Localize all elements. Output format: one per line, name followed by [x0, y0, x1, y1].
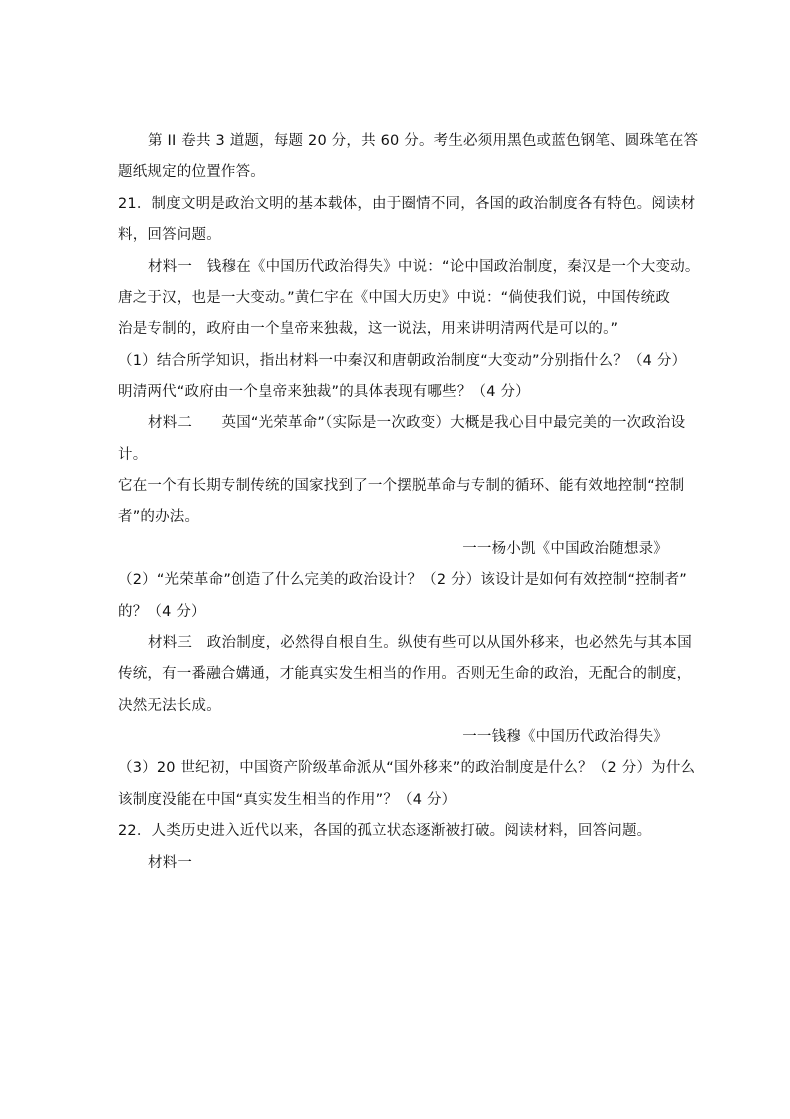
- question-21-2-line-1: （2）“光荣革命”创造了什么完美的政治设计？（2 分）该设计是如何有效控制“控制者”: [118, 572, 688, 588]
- material-1-line-3: 治是专制的，政府由一个皇帝来独裁，这一说法，用来讲明清两代是可以的。”: [118, 321, 619, 337]
- section-instructions-line-1: 第 II 卷共 3 道题，每题 20 分，共 60 分。考生必须用黑色或蓝色钢笔、圆珠笔在答: [148, 133, 699, 149]
- material-3-line-3: 决然无法长成。: [118, 698, 221, 714]
- question-22-intro: 22．人类历史进入近代以来，各国的孤立状态逐渐被打破。阅读材料，回答问题。: [118, 823, 652, 839]
- material-3-line-2: 传统，有一番融合媾通，才能真实发生相当的作用。否则无生命的政治，无配合的制度，: [118, 666, 692, 682]
- question-21-intro-line-2: 料，回答问题。: [118, 227, 221, 243]
- material-1-line-2: 唐之于汉，也是一大变动。”黄仁宇在《中国大历史》中说：“倘使我们说，中国传统政: [118, 290, 671, 306]
- material-2-line-1: 材料二 英国“光荣革命”（实际是一次政变）大概是我心目中最完美的一次政治设: [148, 415, 686, 431]
- material-2-source: 一一杨小凯《中国政治随想录》: [462, 541, 668, 557]
- question-21-1-line-1: （1）结合所学知识，指出材料一中秦汉和唐朝政治制度“大变动”分别指什么？（4 分）: [118, 353, 687, 369]
- material-2-line-4: 者”的办法。: [118, 509, 200, 525]
- material-3-source: 一一钱穆《中国历代政治得失》: [462, 729, 668, 745]
- question-21-intro-line-1: 21．制度文明是政治文明的基本载体，由于圈情不同，各国的政治制度各有特色。阅读材: [118, 196, 696, 212]
- question-21-3-line-1: （3）20 世纪初，中国资产阶级革命派从“国外移来”的政治制度是什么？（2 分）为什么: [118, 760, 696, 776]
- section-instructions-line-2: 题纸规定的位置作答。: [118, 164, 265, 180]
- material-2-line-2: 计。: [118, 447, 148, 463]
- question-22-material-1-label: 材料一: [148, 855, 193, 871]
- material-1-line-1: 材料一 钱穆在《中国历代政治得失》中说：“论中国政治制度，秦汉是一个大变动。: [148, 259, 700, 275]
- question-21-1-line-2: 明清两代“政府由一个皇帝来独裁”的具体表现有哪些？（4 分）: [118, 384, 530, 400]
- material-2-line-3: 它在一个有长期专制传统的国家找到了一个摆脱革命与专制的循环、能有效地控制“控制: [118, 478, 685, 494]
- question-21-2-line-2: 的？（4 分）: [118, 604, 206, 620]
- material-3-line-1: 材料三 政治制度，必然得自根自生。纵使有些可以从国外移来，也必然先与其本国: [148, 635, 692, 651]
- question-21-3-line-2: 该制度没能在中国“真实发生相当的作用”？（4 分）: [118, 792, 457, 808]
